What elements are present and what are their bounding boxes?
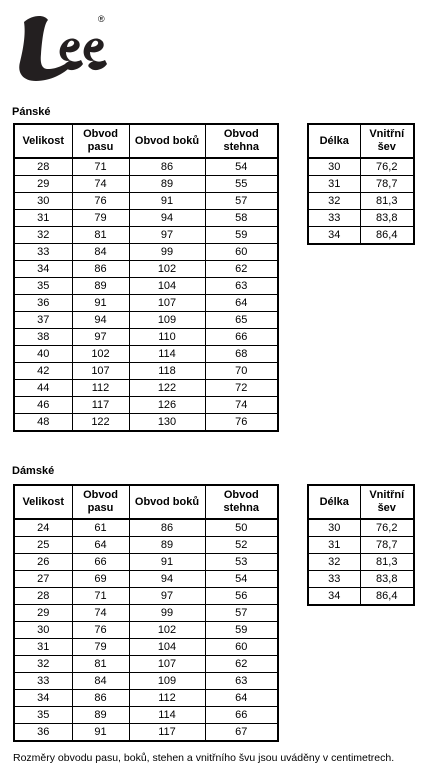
table-cell: 28 bbox=[14, 588, 72, 605]
table-cell: 67 bbox=[205, 724, 278, 742]
table-cell: 76,2 bbox=[360, 519, 414, 537]
table-cell: 99 bbox=[129, 605, 205, 622]
table-cell: 107 bbox=[129, 656, 205, 673]
column-header: Obvod stehna bbox=[205, 485, 278, 519]
table-cell: 33 bbox=[14, 244, 72, 261]
table-cell: 57 bbox=[205, 605, 278, 622]
table-row bbox=[14, 312, 278, 329]
table-row bbox=[14, 295, 278, 312]
table-cell: 78,7 bbox=[360, 537, 414, 554]
table-cell: 109 bbox=[129, 673, 205, 690]
table-cell: 31 bbox=[14, 639, 72, 656]
table-cell: 78,7 bbox=[360, 176, 414, 193]
table-cell: 86,4 bbox=[360, 227, 414, 245]
table-cell: 86 bbox=[72, 690, 129, 707]
table-cell: 64 bbox=[205, 690, 278, 707]
column-header: Velikost bbox=[14, 485, 72, 519]
column-header: Vnitřní šev bbox=[360, 485, 414, 519]
column-header: Obvod boků bbox=[129, 124, 205, 158]
table-cell: 84 bbox=[72, 244, 129, 261]
table-cell: 32 bbox=[14, 656, 72, 673]
table-cell: 71 bbox=[72, 158, 129, 176]
table-row bbox=[308, 210, 414, 227]
table-cell: 76,2 bbox=[360, 158, 414, 176]
table-row bbox=[308, 554, 414, 571]
table-cell: 89 bbox=[72, 707, 129, 724]
lee-logo bbox=[12, 10, 112, 84]
table-cell: 46 bbox=[14, 397, 72, 414]
table-cell: 62 bbox=[205, 261, 278, 278]
table-cell: 35 bbox=[14, 278, 72, 295]
column-header: Vnitřní šev bbox=[360, 124, 414, 158]
women-section-title: Dámské bbox=[12, 465, 55, 477]
table-row bbox=[14, 278, 278, 295]
table-cell: 72 bbox=[205, 380, 278, 397]
table-cell: 91 bbox=[129, 193, 205, 210]
table-cell: 61 bbox=[72, 519, 129, 537]
table-cell: 65 bbox=[205, 312, 278, 329]
table-row bbox=[14, 176, 278, 193]
table-cell: 89 bbox=[72, 278, 129, 295]
table-row bbox=[14, 346, 278, 363]
table-cell: 54 bbox=[205, 158, 278, 176]
table-cell: 81 bbox=[72, 227, 129, 244]
table-cell: 79 bbox=[72, 210, 129, 227]
table-cell: 34 bbox=[14, 261, 72, 278]
table-row bbox=[308, 176, 414, 193]
column-header: Obvod pasu bbox=[72, 485, 129, 519]
table-cell: 68 bbox=[205, 346, 278, 363]
registered-mark: ® bbox=[98, 14, 105, 24]
table-cell: 53 bbox=[205, 554, 278, 571]
table-cell: 83,8 bbox=[360, 210, 414, 227]
table-row bbox=[14, 227, 278, 244]
table-row bbox=[14, 397, 278, 414]
table-cell: 30 bbox=[14, 622, 72, 639]
table-cell: 64 bbox=[72, 537, 129, 554]
table-cell: 66 bbox=[205, 707, 278, 724]
table-cell: 52 bbox=[205, 537, 278, 554]
table-cell: 37 bbox=[14, 312, 72, 329]
table-cell: 122 bbox=[129, 380, 205, 397]
table-cell: 109 bbox=[129, 312, 205, 329]
table-row bbox=[14, 261, 278, 278]
table-cell: 83,8 bbox=[360, 571, 414, 588]
men-section-title: Pánské bbox=[12, 106, 51, 118]
table-cell: 30 bbox=[14, 193, 72, 210]
table-cell: 63 bbox=[205, 673, 278, 690]
table-cell: 34 bbox=[308, 588, 360, 606]
table-cell: 107 bbox=[72, 363, 129, 380]
table-row bbox=[14, 656, 278, 673]
table-cell: 91 bbox=[129, 554, 205, 571]
table-row bbox=[14, 244, 278, 261]
table-cell: 86,4 bbox=[360, 588, 414, 606]
table-cell: 40 bbox=[14, 346, 72, 363]
table-cell: 56 bbox=[205, 588, 278, 605]
table-cell: 31 bbox=[308, 176, 360, 193]
table-cell: 59 bbox=[205, 622, 278, 639]
table-cell: 89 bbox=[129, 537, 205, 554]
table-cell: 76 bbox=[205, 414, 278, 432]
women-size-table bbox=[13, 484, 279, 742]
table-cell: 30 bbox=[308, 519, 360, 537]
table-row bbox=[14, 519, 278, 537]
column-header: Velikost bbox=[14, 124, 72, 158]
table-cell: 86 bbox=[129, 519, 205, 537]
table-cell: 34 bbox=[14, 690, 72, 707]
table-cell: 112 bbox=[72, 380, 129, 397]
table-row bbox=[14, 605, 278, 622]
table-cell: 74 bbox=[205, 397, 278, 414]
table-cell: 74 bbox=[72, 176, 129, 193]
table-cell: 94 bbox=[72, 312, 129, 329]
table-row bbox=[14, 639, 278, 656]
table-cell: 27 bbox=[14, 571, 72, 588]
men-inseam-table bbox=[307, 123, 415, 245]
table-row bbox=[14, 537, 278, 554]
table-cell: 48 bbox=[14, 414, 72, 432]
table-cell: 32 bbox=[14, 227, 72, 244]
table-cell: 69 bbox=[72, 571, 129, 588]
table-cell: 104 bbox=[129, 278, 205, 295]
table-row bbox=[14, 193, 278, 210]
table-row bbox=[14, 158, 278, 176]
table-cell: 114 bbox=[129, 707, 205, 724]
table-cell: 99 bbox=[129, 244, 205, 261]
table-cell: 84 bbox=[72, 673, 129, 690]
table-cell: 86 bbox=[72, 261, 129, 278]
table-cell: 81 bbox=[72, 656, 129, 673]
table-cell: 35 bbox=[14, 707, 72, 724]
table-cell: 59 bbox=[205, 227, 278, 244]
table-cell: 104 bbox=[129, 639, 205, 656]
column-header: Obvod pasu bbox=[72, 124, 129, 158]
table-cell: 81,3 bbox=[360, 193, 414, 210]
table-cell: 36 bbox=[14, 295, 72, 312]
table-row bbox=[14, 673, 278, 690]
table-row bbox=[14, 329, 278, 346]
table-row bbox=[308, 227, 414, 245]
table-row bbox=[14, 707, 278, 724]
table-cell: 55 bbox=[205, 176, 278, 193]
table-cell: 94 bbox=[129, 210, 205, 227]
table-row bbox=[14, 588, 278, 605]
table-cell: 126 bbox=[129, 397, 205, 414]
table-cell: 102 bbox=[129, 261, 205, 278]
table-cell: 97 bbox=[72, 329, 129, 346]
column-header: Délka bbox=[308, 485, 360, 519]
table-cell: 31 bbox=[14, 210, 72, 227]
table-cell: 44 bbox=[14, 380, 72, 397]
table-row bbox=[14, 571, 278, 588]
table-row bbox=[308, 158, 414, 176]
table-cell: 54 bbox=[205, 571, 278, 588]
table-cell: 70 bbox=[205, 363, 278, 380]
table-cell: 107 bbox=[129, 295, 205, 312]
table-cell: 122 bbox=[72, 414, 129, 432]
table-cell: 33 bbox=[308, 210, 360, 227]
table-cell: 29 bbox=[14, 605, 72, 622]
table-row bbox=[14, 210, 278, 227]
table-row bbox=[308, 537, 414, 554]
table-cell: 97 bbox=[129, 227, 205, 244]
table-cell: 89 bbox=[129, 176, 205, 193]
table-row bbox=[14, 690, 278, 707]
table-cell: 112 bbox=[129, 690, 205, 707]
table-cell: 102 bbox=[72, 346, 129, 363]
table-cell: 60 bbox=[205, 244, 278, 261]
column-header: Obvod boků bbox=[129, 485, 205, 519]
table-cell: 130 bbox=[129, 414, 205, 432]
table-row bbox=[14, 622, 278, 639]
table-cell: 58 bbox=[205, 210, 278, 227]
table-cell: 33 bbox=[14, 673, 72, 690]
table-cell: 32 bbox=[308, 193, 360, 210]
table-cell: 91 bbox=[72, 724, 129, 742]
table-cell: 102 bbox=[129, 622, 205, 639]
table-row bbox=[308, 571, 414, 588]
table-cell: 38 bbox=[14, 329, 72, 346]
table-cell: 24 bbox=[14, 519, 72, 537]
table-cell: 71 bbox=[72, 588, 129, 605]
table-cell: 110 bbox=[129, 329, 205, 346]
men-size-table bbox=[13, 123, 279, 432]
table-cell: 33 bbox=[308, 571, 360, 588]
table-cell: 30 bbox=[308, 158, 360, 176]
table-row bbox=[14, 380, 278, 397]
table-cell: 66 bbox=[205, 329, 278, 346]
table-row bbox=[14, 724, 278, 742]
table-cell: 79 bbox=[72, 639, 129, 656]
table-cell: 60 bbox=[205, 639, 278, 656]
table-cell: 66 bbox=[72, 554, 129, 571]
table-cell: 117 bbox=[129, 724, 205, 742]
table-cell: 31 bbox=[308, 537, 360, 554]
table-cell: 34 bbox=[308, 227, 360, 245]
table-cell: 42 bbox=[14, 363, 72, 380]
table-cell: 63 bbox=[205, 278, 278, 295]
table-cell: 28 bbox=[14, 158, 72, 176]
table-cell: 76 bbox=[72, 193, 129, 210]
table-row bbox=[14, 363, 278, 380]
table-cell: 118 bbox=[129, 363, 205, 380]
footnote: Rozměry obvodu pasu, boků, stehen a vnitřního švu jsou uváděny v centimetrech. bbox=[13, 752, 395, 764]
table-cell: 94 bbox=[129, 571, 205, 588]
table-cell: 57 bbox=[205, 193, 278, 210]
table-cell: 25 bbox=[14, 537, 72, 554]
column-header: Obvod stehna bbox=[205, 124, 278, 158]
women-inseam-table bbox=[307, 484, 415, 606]
table-cell: 117 bbox=[72, 397, 129, 414]
table-cell: 114 bbox=[129, 346, 205, 363]
table-cell: 86 bbox=[129, 158, 205, 176]
table-cell: 74 bbox=[72, 605, 129, 622]
table-row bbox=[14, 554, 278, 571]
table-cell: 26 bbox=[14, 554, 72, 571]
table-cell: 36 bbox=[14, 724, 72, 742]
table-cell: 76 bbox=[72, 622, 129, 639]
table-cell: 32 bbox=[308, 554, 360, 571]
table-row bbox=[308, 588, 414, 606]
table-cell: 64 bbox=[205, 295, 278, 312]
table-row bbox=[14, 414, 278, 432]
table-cell: 91 bbox=[72, 295, 129, 312]
table-row bbox=[308, 193, 414, 210]
table-cell: 29 bbox=[14, 176, 72, 193]
table-cell: 97 bbox=[129, 588, 205, 605]
table-cell: 50 bbox=[205, 519, 278, 537]
column-header: Délka bbox=[308, 124, 360, 158]
table-cell: 81,3 bbox=[360, 554, 414, 571]
table-cell: 62 bbox=[205, 656, 278, 673]
table-row bbox=[308, 519, 414, 537]
